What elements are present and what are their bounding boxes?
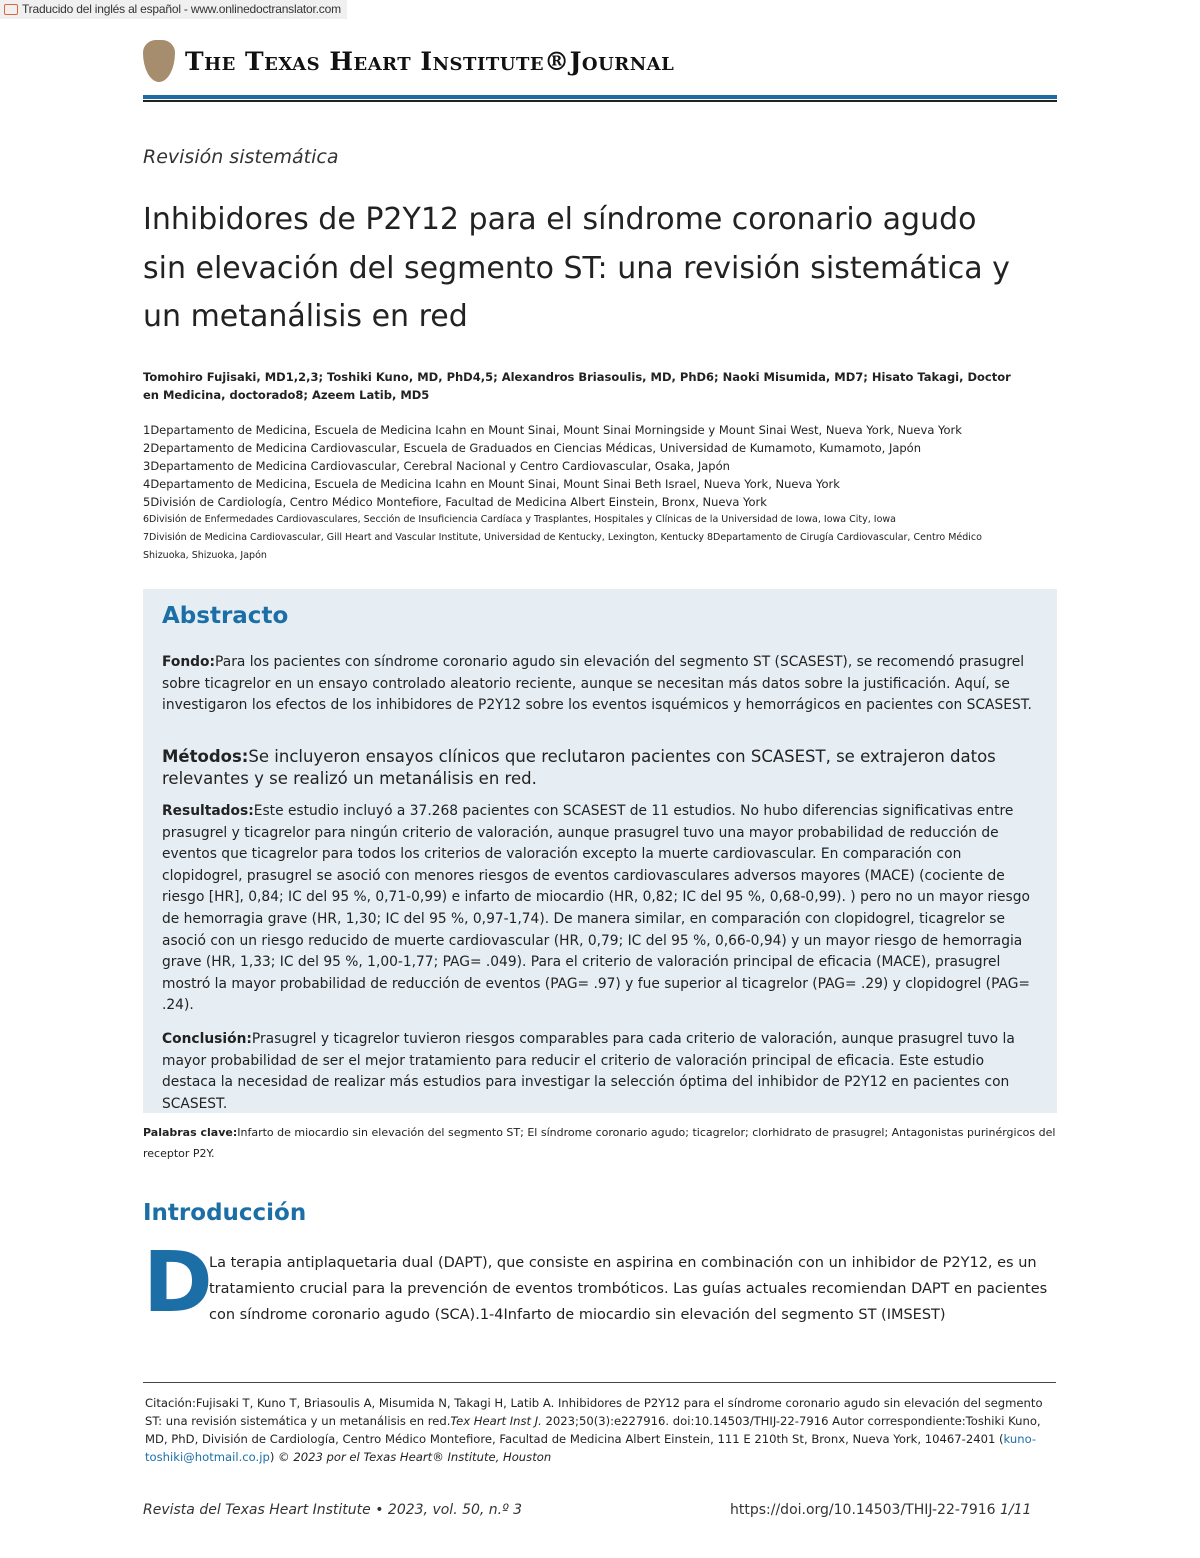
corresponding-author: Toshiki Kuno, MD, PhD, División de Cardiología, Centro Médico Montefiore, Facultad de Medicina Albert Einstein, 111 E 210th St, Bronx, Nueva York, 10467-2401 (: [145, 1414, 1041, 1446]
journal-name: The Texas Heart Institute®Journal: [185, 46, 675, 76]
page-number: 1/11: [1000, 1502, 1032, 1518]
keywords: [143, 1122, 1058, 1164]
translator-banner[interactable]: [0, 0, 347, 19]
copyright: © 2023 por el Texas Heart® Institute, Houston: [278, 1450, 552, 1464]
keywords-text: Infarto de miocardio sin elevación del segmento ST; El síndrome coronario agudo; ticagrelor; clorhidrato de prasugrel; Antagonistas purinérgicos del receptor P2Y.: [143, 1126, 1056, 1160]
banner-text: Traducido del inglés al español - www.onlinedoctranslator.com: [22, 2, 341, 16]
label: Conclusión:: [162, 1031, 252, 1047]
translate-icon: [4, 4, 18, 15]
article-title: Inhibidores de P2Y12 para el síndrome coronario agudo sin elevación del segmento ST: una revisión sistemática y un metanálisis en red: [143, 202, 1010, 334]
authors: Tomohiro Fujisaki, MD1,2,3; Toshiki Kuno, MD, PhD4,5; Alexandros Briasoulis, MD, PhD6; Naoki Misumida, MD7; Hisato Takagi, Doctor en Medicina, doctorado8; Azeem Latib, MD5: [143, 370, 1011, 402]
affiliations: [143, 421, 1013, 565]
footer-right: [730, 1502, 1031, 1518]
affiliation: 2Departamento de Medicina Cardiovascular, Escuela de Graduados en Ciencias Médicas, Universidad de Kumamoto, Kumamoto, Japón 3Departamento de Medicina Cardiovascular, Cerebral Nacional y Centro Cardiovascular, Osaka, Japón: [143, 441, 922, 473]
heart-logo-icon: [143, 40, 175, 82]
affiliation: 7División de Medicina Cardiovascular, Gill Heart and Vascular Institute, Universidad de Kentucky, Lexington, Kentucky 8Departamento de Cirugía Cardiovascular, Centro Médico Shizuoka, Shizuoka, Japón: [143, 532, 982, 561]
label: Resultados:: [162, 803, 254, 819]
abstract-methods: [162, 746, 1038, 790]
journal-logo: [143, 40, 674, 82]
email-link[interactable]: kuno-toshiki@hotmail.co.jp: [145, 1432, 1037, 1464]
doi-link[interactable]: https://doi.org/10.14503/THIJ-22-7916: [730, 1502, 996, 1518]
introduction-heading: Introducción: [143, 1200, 307, 1226]
text: Se incluyeron ensayos clínicos que reclutaron pacientes con SCASEST, se extrajeron datos relevantes y se realizó un metanálisis en red.: [162, 747, 996, 788]
citation-label: Citación:: [145, 1396, 196, 1410]
citation-journal: Tex Heart Inst J.: [450, 1414, 542, 1428]
header-rule-thin: [143, 100, 1057, 102]
keywords-label: Palabras clave:: [143, 1126, 238, 1139]
introduction-text: La terapia antiplaquetaria dual (DAPT), que consiste en aspirina en combinación con un inhibidor de P2Y12, es un tratamiento crucial para la prevención de eventos trombóticos. Las guías actuales recomiendan DAPT en pacientes con síndrome coronario agudo (SCA).1-4Infarto de miocardio sin elevación del segmento ST (IMSEST): [209, 1255, 1048, 1323]
header-rule: [143, 95, 1057, 99]
citation-text: Fujisaki T, Kuno T, Briasoulis A, Misumida N, Takagi H, Latib A. Inhibidores de P2Y12 para el síndrome coronario agudo sin elevación del segmento ST: una revisión sistemática y un metanálisis en red.: [145, 1396, 1043, 1428]
label: Métodos:: [162, 747, 249, 766]
text: Para los pacientes con síndrome coronario agudo sin elevación del segmento ST (SCASEST), se recomendó prasugrel sobre ticagrelor en un ensayo controlado aleatorio reciente, aunque se necesitan más datos sobre la justificación. Aquí, se investigaron los efectos de los inhibidores de P2Y12 sobre los eventos isquémicos y hemorrágicos en pacientes con SCASEST.: [162, 654, 1032, 714]
text: Prasugrel y ticagrelor tuvieron riesgos comparables para cada criterio de valoración, aunque prasugrel tuvo la mayor probabilidad de ser el mejor tratamiento para reducir el criterio de valoración principal de eficacia. Este estudio destaca la necesidad de realizar más estudios para investigar la selección óptima del inhibidor de P2Y12 en pacientes con SCASEST.: [162, 1031, 1015, 1112]
citation-ref: 2023;50(3):e227916. doi:10.14503/THIJ-22-7916 Autor correspondiente:: [541, 1414, 966, 1428]
text: Este estudio incluyó a 37.268 pacientes con SCASEST de 11 estudios. No hubo diferencias significativas entre prasugrel y ticagrelor para ningún criterio de valoración, aunque prasugrel tuvo una mayor probabilidad de reducción de eventos que ticagrelor para todos los criterios de valoración excepto la muerte cardiovascular. En comparación con clopidogrel, prasugrel se asoció con menores riesgos de eventos cardiovasculares adversos mayores (MACE) (cociente de riesgo [HR], 0,84; IC del 95 %, 0,71-0,99) e infarto de miocardio (HR, 0,82; IC del 95 %, 0,68-0,99). ) pero no un mayor riesgo de hemorragia grave (HR, 1,30; IC del 95 %, 0,97-1,74). De manera similar, en comparación con clopidogrel, ticagrelor se asoció con un riesgo reducido de muerte cardiovascular (HR, 0,79; IC del 95 %, 0,66-0,94) y un mayor riesgo de hemorragia grave (HR, 1,33; IC del 95 %, 1,00-1,77; PAG= .049). Para el criterio de valoración principal de eficacia (MACE), prasugrel mostró la mayor probabilidad de reducción de eventos (PAG= .97) y fue superior al ticagrelor (PAG= .29) y clopidogrel (PAG= .24).: [162, 803, 1030, 1014]
affiliation: 6División de Enfermedades Cardiovasculares, Sección de Insuficiencia Cardíaca y Trasplantes, Hospitales y Clínicas de la Universidad de Iowa, Iowa City, Iowa: [143, 514, 896, 525]
abstract-background: [162, 652, 1038, 717]
paren: ): [269, 1450, 279, 1464]
article-type: Revisión sistemática: [143, 146, 339, 168]
affiliation: 1Departamento de Medicina, Escuela de Medicina Icahn en Mount Sinai, Mount Sinai Morningside y Mount Sinai West, Nueva York, Nueva York: [143, 423, 962, 437]
abstract-box: [143, 589, 1057, 1113]
affiliation: 4Departamento de Medicina, Escuela de Medicina Icahn en Mount Sinai, Mount Sinai Beth Israel, Nueva York, Nueva York: [143, 477, 840, 491]
footer-journal-issue: Revista del Texas Heart Institute • 2023, vol. 50, n.º 3: [143, 1502, 523, 1518]
citation-rule: [143, 1382, 1056, 1383]
drop-cap: D: [143, 1233, 213, 1331]
abstract-results: [162, 801, 1038, 1017]
affiliation: 5División de Cardiología, Centro Médico Montefiore, Facultad de Medicina Albert Einstein, Bronx, Nueva York: [143, 495, 767, 509]
citation-block: [145, 1394, 1045, 1466]
label: Fondo:: [162, 654, 216, 670]
abstract-heading: Abstracto: [162, 603, 289, 629]
abstract-conclusion: [162, 1029, 1038, 1115]
